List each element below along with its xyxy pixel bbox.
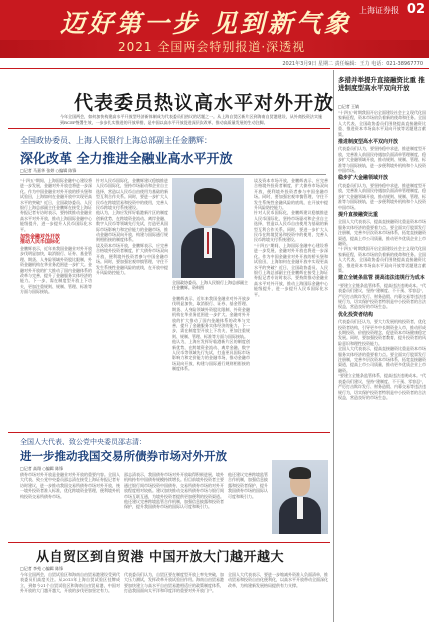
story3-byline: □记者 李苑 ○编辑 陈锋 <box>20 566 64 571</box>
page-number: 02 <box>406 2 425 17</box>
right-subhead1: 推进制度型高水平双向开放 <box>338 139 399 146</box>
lead-rule <box>8 128 330 129</box>
right-subhead5: 优化投资者结构 <box>338 311 374 318</box>
story1-portrait-photo <box>172 178 244 278</box>
story1-body4b: 他认为，上海应发挥好临港新片区的制度创新优势，在跨境资金流动、离岸金融、数字人民币等领域先行先试，打造更具国际市场影响力和定价能力的金融市场，推动金融市场双向开放，构建与国际通行规则相衔接的制度体系。 <box>172 339 250 372</box>
portrait2-shirt <box>297 497 303 519</box>
story1-photo-caption: 全国政协委员、上海人民银行上海总部副主任金鹏辉。资料图 <box>172 280 248 290</box>
right-col <box>338 110 426 622</box>
story1-byline: □记者 马嘉华 张婷 ○编辑 陈锋 <box>20 168 77 173</box>
story1-body5: 谈及资本市场开放，金鹏辉表示，应完善合格境外投资者制度，扩大债券市场双向开放，便利境外投资者参与中国金融市场。同时，要加强宏观审慎管理，守住不发生系统性金融风险的底线，在开放中提升风险防控能力。 <box>96 242 168 275</box>
story3-rule <box>8 542 330 543</box>
right-headline-text: 多措并举提升直接融资比重 推进制度型高水平双向开放 <box>338 76 425 92</box>
story1-col2 <box>96 178 168 428</box>
story2-col3 <box>228 472 268 540</box>
newspaper-brand: 上海证券报 <box>359 6 399 15</box>
right-body4: "要建立全链条监管体系，提高违法违规成本。"代表委员们建议，坚持"建制度、不干预、零容忍"，严厉打击欺诈发行、财务造假、内幕交易等违法违规行为，切实保护投资者特别是中小投资者的合法权益，营造良好的市场生态。 <box>338 282 426 310</box>
story1-kicker: 全国政协委员、上海人民银行上海总部副主任金鹏辉： <box>20 136 212 145</box>
right-body1b: "十四五"时期我国开启全面建设社会主义现代化国家新征程，资本市场肩负着新的使命和任务。全国人大代表、全国政协委员们围绕提高直接融资比重、推进资本市场高水平双向开放等话题建言献策。 <box>338 246 426 273</box>
story2-portrait-photo <box>272 460 328 534</box>
right-body5: 代表委员们还认为，要大力发展机构投资者，优化投资者结构，引导更多中长期资金入市，推动形成长期投资、价值投资理念，促进资本市场健康稳定发展。同时，要加强投资者教育，提升投资者的风险意识和理性投资能力。 <box>338 319 426 346</box>
story1-subhead1: 加快金融对外开放 <box>20 234 61 241</box>
right-byline: □记者 王婧 <box>338 104 360 109</box>
story2-headline: 进一步推动我国交易所债券市场对外开放 <box>20 449 227 463</box>
right-body3b: 全国人大代表表示，提高直接融资比重是资本市场服务实体经济的重要着力点。要全面实行股票发行注册制，完善多层次资本市场体系，拓宽直接融资渠道，提高上市公司质量，推动更多优质企业上市融资。 <box>338 346 426 373</box>
lead-standfirst: 今年全国两会，如何加快构建高水平开放型经济新体制成为代表委员们热议的话题之一。从上海自贸区新片区到海南自贸港建设，从外商投资法实施到RCEP签署生效，一步步扎实推进的开放举措，是中国以高水平开放促进深层次改革、推动高质量发展的生动注脚。 <box>60 114 322 125</box>
right-subhead2: 稳步扩大金融领域开放 <box>338 175 389 182</box>
story3-col2 <box>124 572 224 624</box>
story2-rule <box>8 432 330 433</box>
right-body2b: 代表委员们认为，要坚持稳中求进，推进制度型开放，完善准入前国民待遇加负面清单管理制度，稳步扩大金融领域开放，推动规则、规制、管理、标准等与国际接轨，进一步便利境外机构和个人投资中国市场。 <box>338 182 426 210</box>
story1-body1: "十四五"期间，上海国际金融中心建设将进一步发展，金融对外开放也将进一步深化。作为中国金融业对外开放的桥头堡和试验田，上海如何在金融开放中实现更高水平的突破？近日，全国政协委员、人民银行上海总部副主任金鹏辉在接受上海证券报记者专访时表示，要持续推动金融业高水平对外开放，推动上海国际金融中心能级提升，进一步提升人民币国际化水平。 <box>20 178 92 232</box>
right-body3: 全国人大代表表示，提高直接融资比重是资本市场服务实体经济的重要着力点。要全面实行股票发行注册制，完善多层次资本市场体系，拓宽直接融资渠道，提高上市公司质量，推动更多优质企业上市融资。 <box>338 219 426 246</box>
right-subhead3: 提升直接融资比重 <box>338 211 379 218</box>
dateline <box>0 58 429 69</box>
story3-body2: 代表委员们认为，自贸区要在制度型开放上率先突破，加大压力测试，发挥改革开放试验田作用。海南自由贸易港要加快建立与高水平自由贸易港相适应的政策制度体系，打造我国面向太平洋和印度洋的重要对外开放门户。 <box>124 572 224 594</box>
story1-rule <box>20 174 326 175</box>
story1-headline: 深化改革 全力推进全融业高水平开放 <box>20 152 233 167</box>
lead-headline: 代表委员热议高水平对外开放 <box>74 92 335 114</box>
story2-body1: 债券市场对外开放是金融业对外开放的重要内容。全国人大代表、致公党中央委员邵志清在接受上海证券报记者专访时建议，进一步推动我国交易所债券市场对外开放，统一境外投资者准入标准，优化跨境资金管理，便利境外机构投资交易所债券市场。 <box>20 472 120 499</box>
story3-headline: 从自贸区到自贸港 中国开放大门越开越大 <box>36 550 285 565</box>
story1-body3b: 针对人民币国际化，金鹏辉建议稳慎推进人民币国际化，坚持市场驱动和企业自主选择，营造以人民币自由使用为基础的新型互利合作关系。同时，要进一步扩大人民币在跨境贸易和投资中的使用，完善人民币跨境支付系统建设。 <box>254 210 328 243</box>
story1-body1b: "十四五"期间，上海国际金融中心建设将进一步发展，金融对外开放也将进一步深化。作为中国金融业对外开放的桥头堡和试验田，上海如何在金融开放中实现更高水平的突破？近日，全国政协委员、人民银行上海总部副主任金鹏辉在接受上海证券报记者专访时表示，要持续推动金融业高水平对外开放，推动上海国际金融中心能级提升，进一步提升人民币国际化水平。 <box>254 242 328 297</box>
right-subhead4: 建立全链条监管 提高违法违规行为成本 <box>338 275 425 282</box>
story2-col1 <box>20 472 120 540</box>
story2-body3b: 他还建议完善跨境监管合作机制，加强信息披露和投资者保护，提升我国债券市场的国际认可度和吸引力。 <box>228 472 268 499</box>
masthead <box>0 0 429 58</box>
right-body4b: "要建立全链条监管体系，提高违法违规成本。"代表委员们建议，坚持"建制度、不干预、零容忍"，严厉打击欺诈发行、财务造假、内幕交易等违法违规行为，切实保护投资者特别是中小投资者的合法权益，营造良好的市场生态。 <box>338 373 426 400</box>
portrait-tie <box>207 232 210 254</box>
story2-kicker: 全国人大代表、致公党中央委员邵志清： <box>20 438 146 446</box>
story2-body2: 邵志清表示，我国债券市场对外开放取得积极进展，境外机构持有中国债券规模持续增长。但目前境外投资者主要通过银行间市场投资中国债券，交易所债券市场的对外开放程度相对较低。建议加快推动交易所债券市场与银行间市场互联互通，为境外投资者提供更加便利的投资渠道。 <box>124 472 224 499</box>
story1-body2: 金鹏辉表示，近年来我国金融业对外开放步伐明显加快，取消银行、证券、基金管理、期货、人身险领域外资股比限制，外资金融机构在华业务范围进一步扩大。金融对外开放的扩大推动了国内金融体系的改革与完善，提升了金融服务实体经济的能力。下一步，需在制度型开放上下功夫，更加注重规则、规制、管理、标准等方面与国际接轨。 <box>20 245 92 295</box>
right-column-divider <box>333 70 334 622</box>
dateline-text: 2021年3月9日 星期二 责任编辑：王力 电话：021-38967770 <box>282 61 423 67</box>
story3-body1: 今年全国两会，自贸试验区和海南自由贸易港建设受到代表委员们高度关注。从2013年上海自贸试验区挂牌成立，到如今21个自贸试验区和海南自由贸易港，中国对外开放的大门越开越大，开放的步伐更加坚定有力。 <box>20 572 120 594</box>
story3-col1 <box>20 572 120 624</box>
story2-byline: □记者 高翔 ○编辑 陈锋 <box>20 466 64 471</box>
masthead-subtitle: 2021 全国两会特别报道·深透视 <box>118 40 306 54</box>
portrait-hair <box>194 188 221 204</box>
right-body2: 代表委员们认为，要坚持稳中求进，推进制度型开放，完善准入前国民待遇加负面清单管理制度，稳步扩大金融领域开放，推动规则、规制、管理、标准等与国际接轨，进一步便利境外机构和个人投资中国市场。 <box>338 146 426 174</box>
right-headline <box>338 76 426 92</box>
story1-body2b: 金鹏辉表示，近年来我国金融业对外开放步伐明显加快，取消银行、证券、基金管理、期货、人身险领域外资股比限制，外资金融机构在华业务范围进一步扩大。金融对外开放的扩大推动了国内金融体系的改革与完善，提升了金融服务实体经济的能力。下一步，需在制度型开放上下功夫，更加注重规则、规制、管理、标准等方面与国际接轨。 <box>172 296 250 339</box>
right-body1: "十四五"时期我国开启全面建设社会主义现代化国家新征程，资本市场肩负着新的使命和任务。全国人大代表、全国政协委员们围绕提高直接融资比重、推进资本市场高水平双向开放等话题建言献策。 <box>338 110 426 137</box>
story2-body3: 他还建议完善跨境监管合作机制，加强信息披露和投资者保护，提升我国债券市场的国际认可度和吸引力。 <box>124 499 224 510</box>
story3-body3: 全国人大代表表示，要进一步缩减外资准入负面清单，推动贸易和投资自由化便利化，以高水平开放带动全面深化改革，为构建新发展格局提供有力支撑。 <box>228 572 328 588</box>
story1-body3: 针对人民币国际化，金鹏辉建议稳慎推进人民币国际化，坚持市场驱动和企业自主选择，营造以人民币自由使用为基础的新型互利合作关系。同时，要进一步扩大人民币在跨境贸易和投资中的使用，完善人民币跨境支付系统建设。 <box>96 178 168 211</box>
story3-col3 <box>228 572 328 624</box>
story1-col3 <box>172 296 250 428</box>
story1-body5b: 谈及资本市场开放，金鹏辉表示，应完善合格境外投资者制度，扩大债券市场双向开放，便利境外投资者参与中国金融市场。同时，要加强宏观审慎管理，守住不发生系统性金融风险的底线，在开放中提升风险防控能力。 <box>254 178 328 211</box>
story1-col1 <box>20 178 92 428</box>
portrait2-hair <box>289 467 310 479</box>
story1-body4: 他认为，上海应发挥好临港新片区的制度创新优势，在跨境资金流动、离岸金融、数字人民币等领域先行先试，打造更具国际市场影响力和定价能力的金融市场，推动金融市场双向开放，构建与国际通行规则相衔接的制度体系。 <box>96 210 168 243</box>
story1-col4 <box>254 178 328 428</box>
story1-subhead2: 推动人民币国际化 <box>20 239 61 246</box>
masthead-title: 迈好第一步 见到新气象 <box>60 9 352 38</box>
story2-col2 <box>124 472 224 540</box>
